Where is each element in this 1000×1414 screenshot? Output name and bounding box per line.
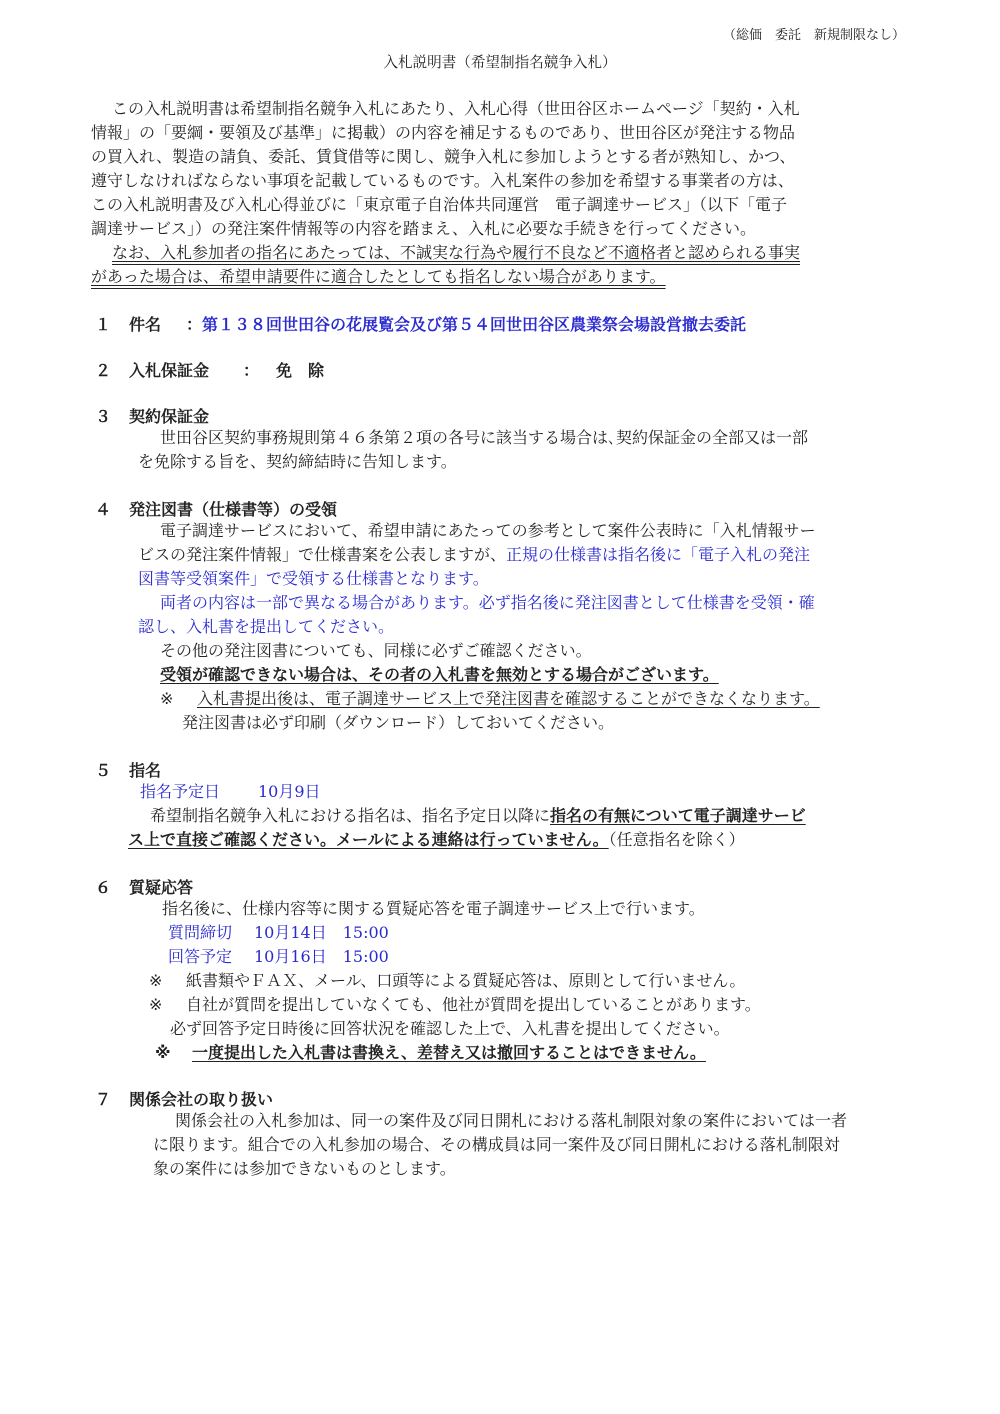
highlight-line: 両者の内容は一部で異なる場合があります。必ず指名後に発注図書として仕様書を受領・確 [160, 593, 815, 612]
note-line: 入札書提出後は、電子調達サービス上で発注図書を確認することができなくなります。 [197, 689, 820, 708]
note-mark: ※ [149, 995, 163, 1014]
body-line: 指名後に、仕様内容等に関する質疑応答を電子調達サービス上で行います。 [162, 899, 705, 918]
subject-name: 第１３８回世田谷の花展覧会及び第５４回世田谷区農業祭会場設営撤去委託 [202, 315, 747, 334]
intro-warning-line: なお、入札参加者の指名にあたっては、不誠実な行為や履行不良など不適格者と認められる事実 [112, 243, 801, 262]
note-mark: ※ [149, 971, 163, 990]
section-title: 契約保証金 [129, 407, 210, 426]
note-line: 紙書類やＦＡＸ、メール、口頭等による質疑応答は、原則として行いません。 [186, 971, 746, 990]
answer-date-value: 10月16日 15:00 [254, 947, 389, 966]
body-line [128, 828, 745, 852]
highlight-text: 正規の仕様書は指名後に「電子入札の発注 [506, 545, 811, 564]
section-title: 関係会社の取り扱い [129, 1090, 274, 1109]
intro-line: 調達サービス」）の発注案件情報等の内容を踏まえ、入札に必要な手続きを行ってください。 [91, 219, 756, 238]
separator: ： [243, 361, 260, 380]
nomination-date-label: 指名予定日 [140, 782, 221, 801]
nomination-date-value: 10月9日 [258, 782, 321, 801]
body-line: 世田谷区契約事務規則第４６条第２項の各号に該当する場合は､契約保証金の全部又は一部 [160, 428, 809, 447]
document-title: 入札説明書（希望制指名競争入札） [383, 54, 617, 71]
note-line: 必ず回答予定日時後に回答状況を確認した上で、入札書を提出してください。 [170, 1019, 730, 1038]
question-deadline-value: 10月14日 15:00 [254, 923, 389, 942]
section-title: 質疑応答 [129, 878, 194, 897]
section-title: 件名 [129, 315, 162, 334]
body-line: に限ります。組合での入札参加の場合、その構成員は同一案件及び同日開札における落札制限対 [153, 1135, 840, 1154]
body-line: を免除する旨を、契約締結時に告知します。 [138, 452, 457, 471]
section-number: ２ [95, 361, 112, 380]
body-text: ビスの発注案件情報」で仕様書案を公表しますが、 [138, 545, 507, 564]
body-line: その他の発注図書についても、同様に必ずご確認ください。 [160, 641, 592, 660]
body-line: 関係会社の入札参加は、同一の案件及び同日開札における落札制限対象の案件においては一者 [175, 1111, 848, 1130]
warning-line: 一度提出した入札書は書換え、差替え又は撤回することはできません。 [192, 1043, 706, 1062]
highlight-line: 図書等受領案件」で受領する仕様書となります。 [138, 569, 489, 588]
section-number: ５ [95, 761, 112, 780]
separator: ： [186, 315, 203, 334]
emphasis-text: ス上で直接ご確認ください。メールによる連絡は行っていません。 [128, 830, 609, 849]
section-number: ６ [95, 878, 112, 897]
bid-bond-value: 免 除 [276, 361, 325, 380]
section-number: ３ [95, 407, 112, 426]
section-number: ７ [95, 1090, 112, 1109]
note-mark: ※ [160, 689, 174, 708]
body-text: （任意指名を除く） [608, 830, 745, 849]
note-line: 発注図書は必ず印刷（ダウンロード）しておいてください。 [182, 713, 615, 732]
contract-type-note: （総価 委託 新規制限なし） [722, 28, 905, 43]
section-title: 発注図書（仕様書等）の受領 [129, 500, 338, 519]
intro-line: 遵守しなければならない事項を記載しているものです。入札案件の参加を希望する事業者の方は、 [91, 171, 794, 190]
section-title: 入札保証金 [129, 361, 210, 380]
question-deadline-label: 質問締切 [168, 923, 233, 942]
highlight-line: 認し、入札書を提出してください。 [138, 617, 395, 636]
section-title: 指名 [129, 761, 162, 780]
note-mark: ※ [155, 1043, 171, 1062]
intro-line: 情報」の「要綱・要領及び基準」に掲載）の内容を補足するものであり、世田谷区が発注する物品 [91, 123, 796, 142]
intro-line: この入札説明書は希望制指名競争入札にあたり、入札心得（世田谷区ホームページ「契約・入札 [112, 99, 800, 118]
answer-date-label: 回答予定 [168, 947, 233, 966]
body-text: 希望制指名競争入札における指名は、指名予定日以降に [150, 806, 551, 825]
section-number: ４ [95, 500, 112, 519]
body-line [150, 804, 806, 828]
warning-line: 受領が確認できない場合は、その者の入札書を無効とする場合がございます。 [160, 665, 719, 684]
note-line: 自社が質問を提出していなくても、他社が質問を提出していることがあります。 [186, 995, 761, 1014]
body-line: 象の案件には参加できないものとします。 [153, 1159, 456, 1178]
emphasis-text: 指名の有無について電子調達サービ [550, 806, 806, 825]
intro-warning-line: があった場合は、希望申請要件に適合したとしても指名しない場合があります。 [91, 267, 666, 286]
body-line: 電子調達サービスにおいて、希望申請にあたっての参考として案件公表時に「入札情報サー [160, 521, 816, 540]
intro-line: この入札説明書及び入札心得並びに「東京電子自治体共同運営 電子調達サービス」（以下「電子 [91, 195, 788, 214]
section-number: １ [95, 315, 112, 334]
body-line [138, 543, 810, 567]
intro-line: の買入れ、製造の請負、委託、賃貸借等に関し、競争入札に参加しようとする者が熟知し、かつ、 [91, 147, 796, 166]
